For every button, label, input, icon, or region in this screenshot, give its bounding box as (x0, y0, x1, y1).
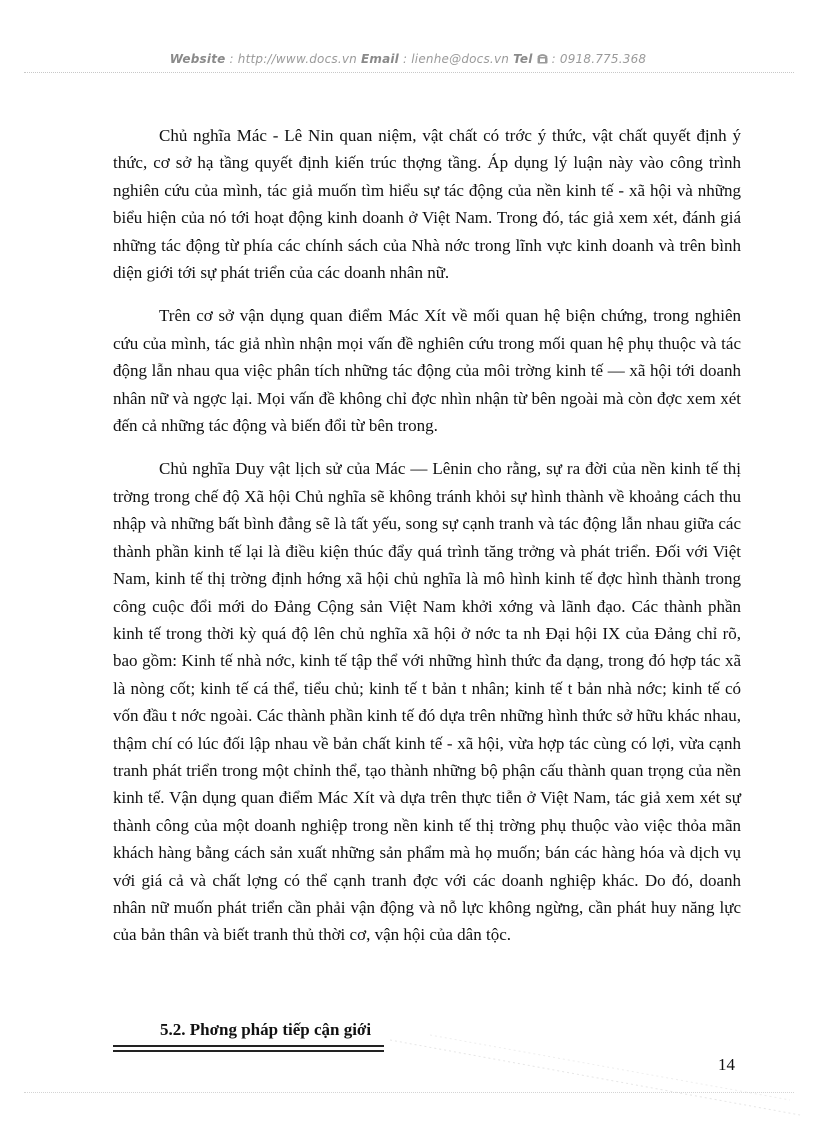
website-url: : http://www.docs.vn (229, 52, 357, 66)
heading-underline (113, 1045, 384, 1047)
email-label: Email (360, 52, 399, 66)
document-body (113, 122, 741, 965)
phone-icon (537, 52, 552, 66)
tel-label: Tel (513, 52, 533, 66)
tel-number: : 0918.775.368 (551, 52, 647, 66)
paragraph: Trên cơ sở vận dụng quan điểm Mác Xít về mối quan hệ biện chứng, trong nghiên cứu của mình, tác giả nhìn nhận mọi vấn đề nghiên cứu trong mối quan hệ phụ thuộc và tác động lẫn nhau qua việc phân tích những tác động của môi trờng kinh tế — xã hội tới doanh nhân nữ và ngợc lại. Mọi vấn đề không chỉ đợc nhìn nhận từ bên ngoài mà còn đợc xem xét đến cả những tác động và biến đổi từ bên trong. (113, 306, 741, 436)
header-divider (24, 72, 794, 73)
paragraph: Chủ nghĩa Mác - Lê Nin quan niệm, vật chất có trớc ý thức, vật chất quyết định ý thức, cơ sở hạ tầng quyết định kiến trúc thợng tầng. Áp dụng lý luận này vào công trình nghiên cứu của mình, tác giả muốn tìm hiểu sự tác động của nền kinh tế - xã hội và những biểu hiện của nó tới hoạt động kinh doanh ở Việt Nam. Trong đó, tác giả xem xét, đánh giá những tác động từ phía các chính sách của Nhà nớc trong lĩnh vực kinh doanh và trên bình diện giới tới sự phát triển của các doanh nhân nữ. (113, 126, 741, 283)
section-heading: 5.2. Phơng pháp tiếp cận giới (160, 1020, 372, 1039)
email-address: : lienhe@docs.vn (403, 52, 510, 66)
heading-underline (113, 1050, 384, 1052)
page-number: 14 (718, 1055, 735, 1074)
page-header (0, 52, 816, 66)
website-label: Website (169, 52, 226, 66)
decorative-lines (390, 1030, 810, 1120)
footer-divider (24, 1092, 794, 1093)
paragraph: Chủ nghĩa Duy vật lịch sử của Mác — Lênin cho rằng, sự ra đời của nền kinh tế thị trờng trong chế độ Xã hội Chủ nghĩa sẽ không tránh khỏi sự hình thành về khoảng cách thu nhập và những bất bình đẳng sẽ là tất yếu, song sự cạnh tranh và tác động lẫn nhau giữa các thành phần kinh tế lại là điều kiện thúc đẩy quá trình tăng trởng và phát triển. Đối với Việt Nam, kinh tế thị trờng định hớng xã hội chủ nghĩa là mô hình kinh tế đợc hình thành trong công cuộc đổi mới do Đảng Cộng sản Việt Nam khởi xớng và lãnh đạo. Các thành phần kinh tế trong thời kỳ quá độ lên chủ nghĩa xã hội ở nớc ta nh Đại hội IX của Đảng chỉ rõ, bao gồm: Kinh tế nhà nớc, kinh tế tập thể với những hình thức đa dạng, trong đó hợp tác xã là nòng cốt; kinh tế cá thể, tiểu chủ; kinh tế t bản t nhân; kinh tế t bản nhà nớc; kinh tế có vốn đầu t nớc ngoài. Các thành phần kinh tế đó dựa trên những hình thức sở hữu khác nhau, thậm chí có lúc đối lập nhau về bản chất kinh tế - xã hội, vừa hợp tác cùng có lợi, vừa cạnh tranh phát triển trong một chỉnh thể, tạo thành những bộ phận cấu thành quan trọng của nền kinh tế. Vận dụng quan điểm Mác Xít và dựa trên thực tiễn ở Việt Nam, tác giả xem xét sự thành công của một doanh nghiệp trong nền kinh tế thị trờng phụ thuộc vào việc thỏa mãn khách hàng bằng cách sản xuất những sản phẩm mà họ muốn; bán các hàng hóa và dịch vụ với giá cả và chất lợng có thể cạnh tranh đợc với các doanh nghiệp khác. Do đó, doanh nhân nữ muốn phát triển cần phải vận động và nỗ lực không ngừng, cần phát huy năng lực của bản thân và biết tranh thủ thời cơ, vận hội của dân tộc. (113, 459, 741, 945)
